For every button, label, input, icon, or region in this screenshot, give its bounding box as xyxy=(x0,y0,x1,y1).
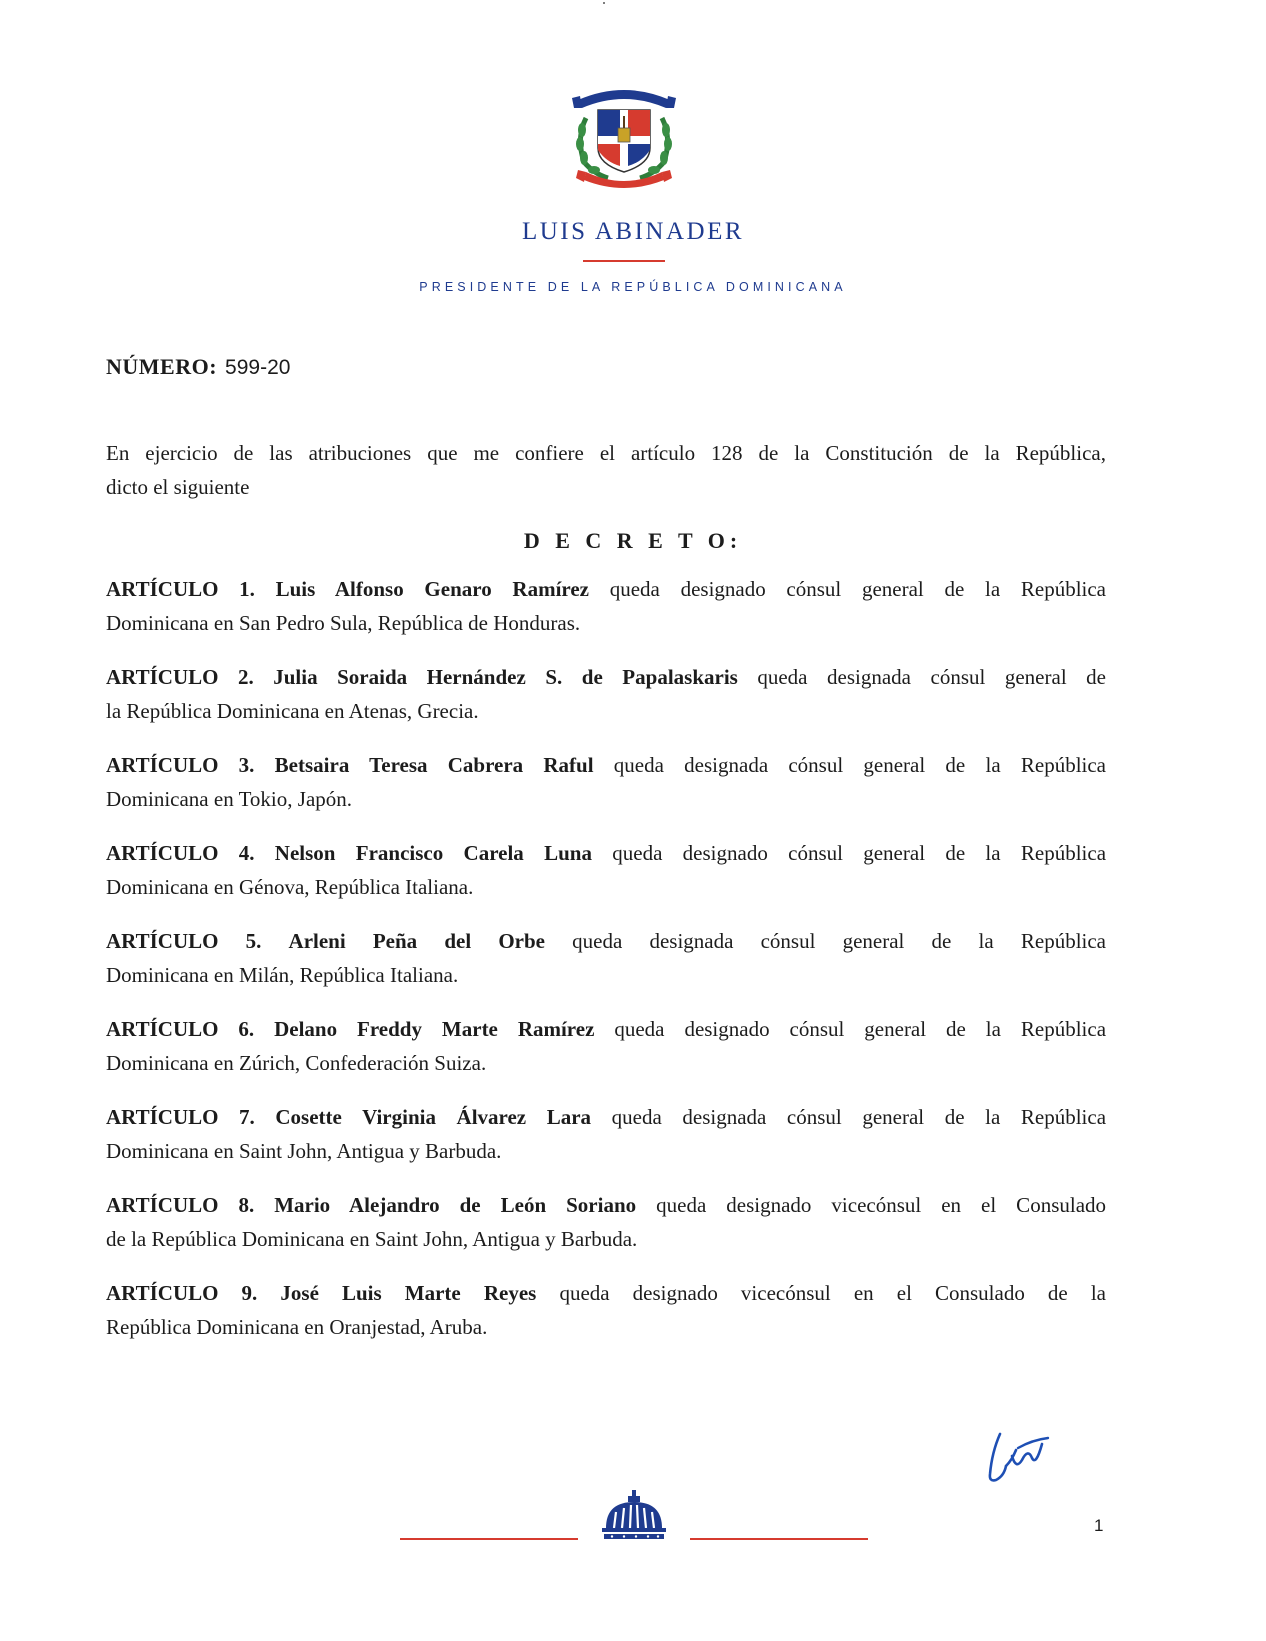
decree-number xyxy=(106,354,290,380)
signature-initials-icon xyxy=(982,1430,1052,1486)
scan-speck xyxy=(603,2,605,4)
article-label: ARTÍCULO 7. xyxy=(106,1105,255,1129)
article-7 xyxy=(106,1100,1106,1168)
article-appointee: Mario Alejandro de León Soriano xyxy=(274,1193,637,1217)
article-appointee: Arleni Peña del Orbe xyxy=(288,929,545,953)
article-label: ARTÍCULO 5. xyxy=(106,929,262,953)
header-divider xyxy=(583,260,665,262)
article-label: ARTÍCULO 3. xyxy=(106,753,255,777)
article-text: queda designado vicecónsul en el Consulado de la xyxy=(559,1281,1107,1305)
coat-of-arms-icon xyxy=(568,78,680,188)
president-title: PRESIDENTE DE LA REPÚBLICA DOMINICANA xyxy=(419,280,847,294)
preamble-line-1: En ejercicio de las atribuciones que me confiere el artículo 128 de la Constitución de la República, xyxy=(106,441,1106,465)
article-text-cont: República Dominicana en Oranjestad, Aruba. xyxy=(106,1315,488,1339)
article-text-cont: de la República Dominicana en Saint John, Antigua y Barbuda. xyxy=(106,1227,638,1251)
article-9 xyxy=(106,1276,1106,1344)
article-text: queda designado cónsul general de la República xyxy=(614,1017,1107,1041)
preamble-paragraph xyxy=(106,436,1106,504)
article-8 xyxy=(106,1188,1106,1256)
article-text-cont: Dominicana en Milán, República Italiana. xyxy=(106,963,459,987)
article-appointee: Cosette Virginia Álvarez Lara xyxy=(275,1105,592,1129)
article-appointee: Luis Alfonso Genaro Ramírez xyxy=(275,577,589,601)
footer-divider-right xyxy=(690,1538,868,1540)
article-label: ARTÍCULO 9. xyxy=(106,1281,258,1305)
article-label: ARTÍCULO 8. xyxy=(106,1193,255,1217)
article-appointee: Delano Freddy Marte Ramírez xyxy=(274,1017,595,1041)
article-6 xyxy=(106,1012,1106,1080)
article-1 xyxy=(106,572,1106,640)
article-text-cont: Dominicana en Saint John, Antigua y Barbuda. xyxy=(106,1139,502,1163)
article-5 xyxy=(106,924,1106,992)
national-palace-dome-icon xyxy=(600,1488,668,1544)
article-text-cont: Dominicana en Zúrich, Confederación Suiza. xyxy=(106,1051,487,1075)
article-label: ARTÍCULO 1. xyxy=(106,577,255,601)
page-number: 1 xyxy=(1094,1516,1104,1535)
decree-number-value: 599-20 xyxy=(225,356,291,379)
article-label: ARTÍCULO 4. xyxy=(106,841,255,865)
article-text: queda designada cónsul general de xyxy=(757,665,1106,689)
article-label: ARTÍCULO 6. xyxy=(106,1017,255,1041)
decree-number-label: NÚMERO: xyxy=(106,354,218,379)
article-text-cont: Dominicana en Tokio, Japón. xyxy=(106,787,353,811)
preamble-line-2: dicto el siguiente xyxy=(106,475,250,499)
article-text: queda designada cónsul general de la República xyxy=(611,1105,1107,1129)
article-text: queda designada cónsul general de la República xyxy=(572,929,1106,953)
article-text-cont: la República Dominicana en Atenas, Grecia. xyxy=(106,699,479,723)
article-appointee: Betsaira Teresa Cabrera Raful xyxy=(274,753,594,777)
article-text: queda designado cónsul general de la República xyxy=(609,577,1107,601)
article-appointee: José Luis Marte Reyes xyxy=(280,1281,537,1305)
article-text-cont: Dominicana en Génova, República Italiana. xyxy=(106,875,474,899)
article-text: queda designada cónsul general de la República xyxy=(613,753,1107,777)
article-4 xyxy=(106,836,1106,904)
president-name: LUIS ABINADER xyxy=(521,218,745,245)
article-appointee: Nelson Francisco Carela Luna xyxy=(274,841,592,865)
article-2 xyxy=(106,660,1106,728)
article-3 xyxy=(106,748,1106,816)
article-text-cont: Dominicana en San Pedro Sula, República de Honduras. xyxy=(106,611,581,635)
footer-divider-left xyxy=(400,1538,578,1540)
decree-heading: D E C R E T O: xyxy=(523,528,743,553)
article-label: ARTÍCULO 2. xyxy=(106,665,254,689)
article-text: queda designado cónsul general de la República xyxy=(612,841,1107,865)
article-text: queda designado vicecónsul en el Consulado xyxy=(656,1193,1107,1217)
article-appointee: Julia Soraida Hernández S. de Papalaskaris xyxy=(273,665,738,689)
